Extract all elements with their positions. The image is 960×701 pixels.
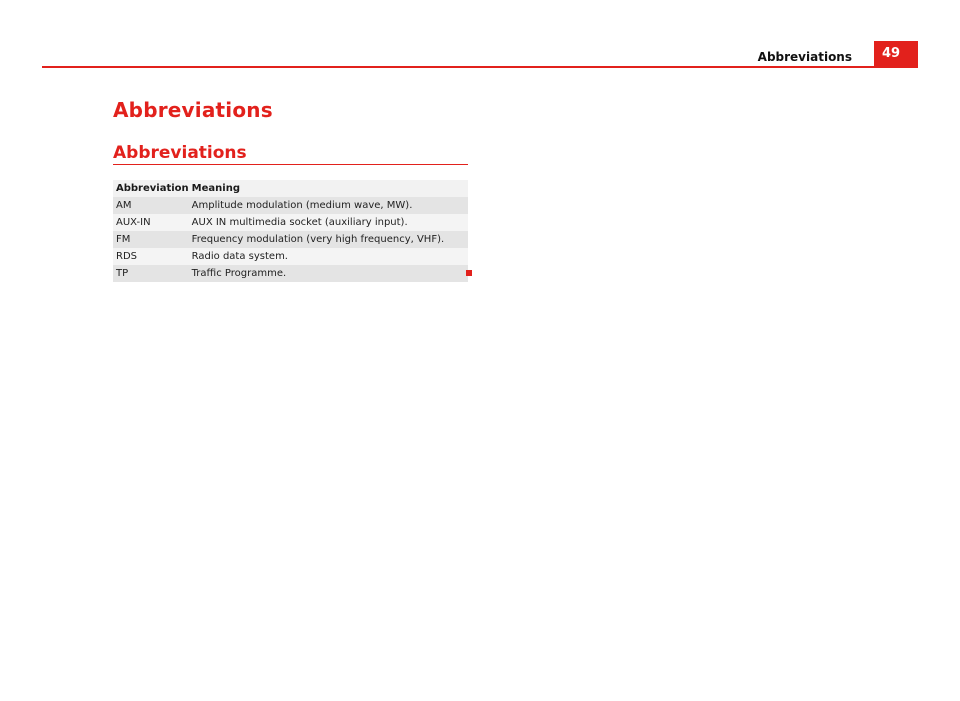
square-end-marker-icon (466, 270, 472, 276)
header-rule (42, 66, 918, 68)
meaning-cell: Traffic Programme. (189, 265, 468, 282)
abbreviation-cell: FM (113, 231, 189, 248)
chapter-title: Abbreviations (113, 98, 273, 122)
abbreviation-cell: AM (113, 197, 189, 214)
meaning-cell: Radio data system. (189, 248, 468, 265)
table-header-row (113, 180, 468, 197)
meaning-cell: Amplitude modulation (medium wave, MW). (189, 197, 468, 214)
section-rule (113, 164, 468, 165)
page-number: 49 (874, 41, 918, 67)
section-title: Abbreviations (113, 143, 247, 163)
column-header-abbreviation: Abbreviation (113, 180, 189, 197)
abbreviation-cell: AUX-IN (113, 214, 189, 231)
table-row (113, 197, 468, 214)
table-row (113, 231, 468, 248)
meaning-cell: AUX IN multimedia socket (auxiliary input). (189, 214, 468, 231)
column-header-meaning: Meaning (189, 180, 468, 197)
table-row (113, 265, 468, 282)
meaning-cell: Frequency modulation (very high frequency, VHF). (189, 231, 468, 248)
header-title: Abbreviations (757, 50, 852, 64)
table-row (113, 248, 468, 265)
table-row (113, 214, 468, 231)
abbreviations-table (113, 180, 468, 282)
abbreviation-cell: RDS (113, 248, 189, 265)
abbreviation-cell: TP (113, 265, 189, 282)
